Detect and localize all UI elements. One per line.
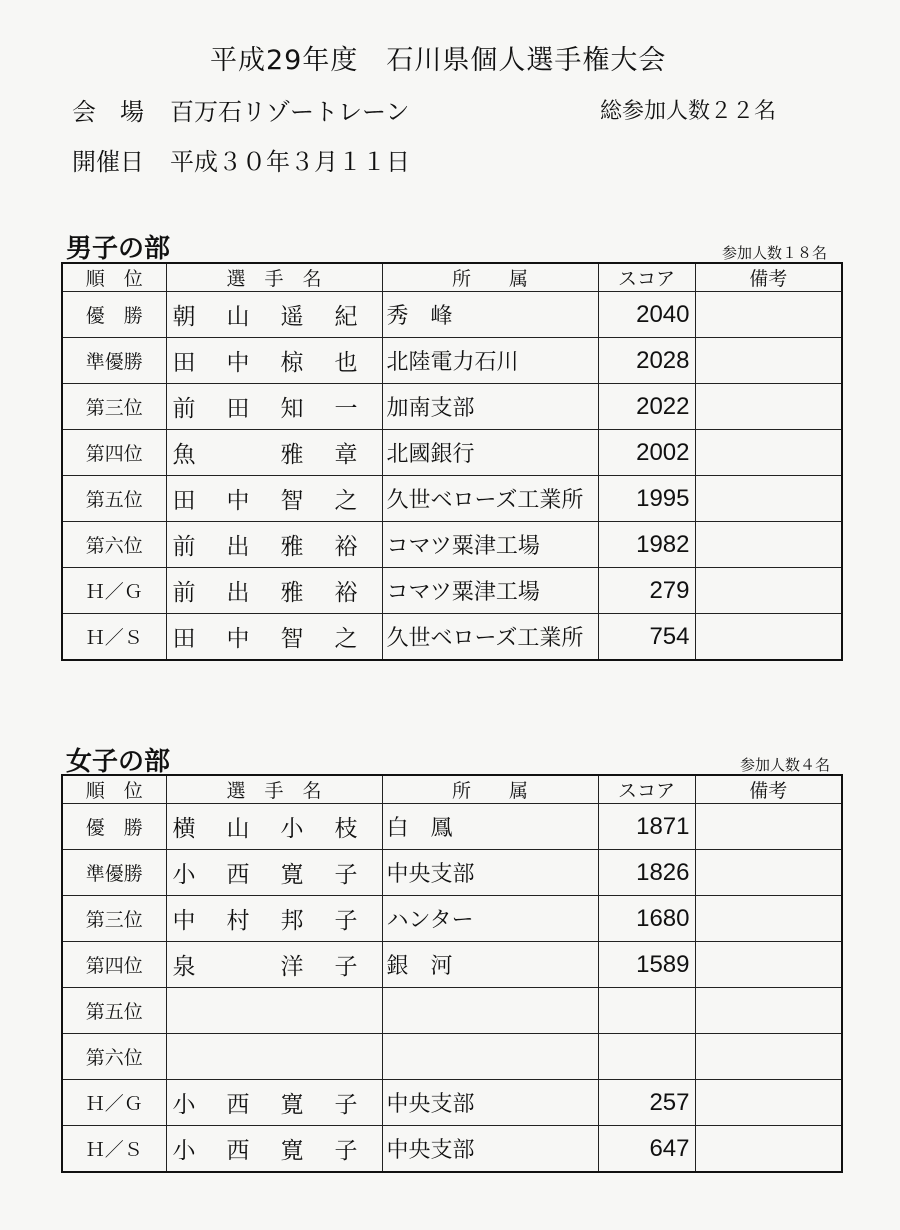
table-row [62,850,842,896]
document-title: 平成29年度 石川県個人選手権大会 [210,45,667,76]
header-notes: 備考 [695,263,842,292]
name-character: 田 [172,488,196,514]
men-section-title: 男子の部 [66,234,171,264]
table-row [62,614,842,661]
rank-cell: 優 勝 [62,292,166,338]
name-character: 裕 [334,534,358,560]
rank-cell: 第六位 [62,522,166,568]
player-name-cell [166,942,382,988]
notes-cell [695,384,842,430]
score-cell: 1995 [598,476,695,522]
rank-cell: 優 勝 [62,804,166,850]
affiliation-cell: コマツ粟津工場 [382,568,598,614]
women-participant-count: 参加人数４名 [740,756,831,774]
header-rank: 順 位 [62,263,166,292]
name-character: 小 [172,1138,196,1164]
header-player-name: 選 手 名 [166,775,382,804]
name-character: 泉 [172,954,196,980]
table-row [62,292,842,338]
affiliation-cell: 銀 河 [382,942,598,988]
header-affiliation: 所 属 [382,263,598,292]
player-name-cell [166,568,382,614]
player-name-cell [166,1126,382,1173]
score-cell: 2002 [598,430,695,476]
affiliation-cell: 中央支部 [382,850,598,896]
affiliation-cell: 中央支部 [382,1126,598,1173]
name-character: 小 [280,816,304,842]
player-name-cell [166,804,382,850]
women-section-title: 女子の部 [66,747,171,777]
affiliation-cell: 久世ベローズ工業所 [382,614,598,661]
name-character: 西 [226,1092,250,1118]
name-character: 山 [226,304,250,330]
name-character: 中 [226,488,250,514]
event-date: 平成３０年３月１１日 [170,148,410,176]
player-name-cell [166,850,382,896]
name-character: 田 [226,396,250,422]
notes-cell [695,338,842,384]
table-row [62,988,842,1034]
name-character: 西 [226,862,250,888]
table-row [62,568,842,614]
name-character: 邦 [280,908,304,934]
rank-cell: 第三位 [62,896,166,942]
score-cell: 1826 [598,850,695,896]
notes-cell [695,522,842,568]
score-cell [598,988,695,1034]
name-character: 村 [226,908,250,934]
player-name-cell [166,1080,382,1126]
affiliation-cell: 北國銀行 [382,430,598,476]
name-character: 出 [226,534,250,560]
name-character: 雅 [280,534,304,560]
men-results-table [61,262,843,661]
rank-cell: 第四位 [62,942,166,988]
affiliation-cell: コマツ粟津工場 [382,522,598,568]
player-name-cell [166,988,382,1034]
name-character: 前 [172,534,196,560]
table-row [62,430,842,476]
player-name-cell [166,522,382,568]
name-character: 中 [226,626,250,652]
rank-cell: 準優勝 [62,850,166,896]
score-cell: 1982 [598,522,695,568]
score-cell: 647 [598,1126,695,1173]
name-character: 田 [172,350,196,376]
name-character: 田 [172,626,196,652]
men-participant-count: 参加人数１８名 [722,244,828,262]
name-character: 洋 [280,954,304,980]
score-cell: 257 [598,1080,695,1126]
rank-cell: 第四位 [62,430,166,476]
notes-cell [695,1080,842,1126]
notes-cell [695,1126,842,1173]
player-name-cell [166,1034,382,1080]
name-character: 西 [226,1138,250,1164]
name-character: 一 [334,396,358,422]
score-cell: 279 [598,568,695,614]
score-cell: 754 [598,614,695,661]
name-character: 之 [334,488,358,514]
table-row [62,1126,842,1173]
women-header-row [62,775,842,804]
table-row [62,804,842,850]
name-character: 子 [334,1138,358,1164]
rank-cell: 第五位 [62,476,166,522]
name-character: 雅 [280,442,304,468]
name-character: 也 [334,350,358,376]
score-cell: 2040 [598,292,695,338]
name-character: 小 [172,862,196,888]
header-affiliation: 所 属 [382,775,598,804]
rank-cell: Ｈ／Ｇ [62,1080,166,1126]
score-cell: 1871 [598,804,695,850]
notes-cell [695,988,842,1034]
rank-cell: 第五位 [62,988,166,1034]
player-name-cell [166,896,382,942]
name-character: 子 [334,862,358,888]
women-results-table [61,774,843,1173]
table-row [62,896,842,942]
table-row [62,942,842,988]
table-row [62,476,842,522]
notes-cell [695,942,842,988]
player-name-cell [166,614,382,661]
name-character: 寛 [280,862,304,888]
affiliation-cell [382,1034,598,1080]
notes-cell [695,476,842,522]
table-row [62,384,842,430]
notes-cell [695,614,842,661]
name-character: 智 [280,626,304,652]
header-score: スコア [598,775,695,804]
notes-cell [695,896,842,942]
affiliation-cell [382,988,598,1034]
name-character: 子 [334,908,358,934]
notes-cell [695,568,842,614]
name-character: 之 [334,626,358,652]
header-player-name: 選 手 名 [166,263,382,292]
score-cell: 1680 [598,896,695,942]
name-character: 枝 [334,816,358,842]
rank-cell: Ｈ／Ｓ [62,1126,166,1173]
men-header-row [62,263,842,292]
rank-cell: 第三位 [62,384,166,430]
table-row [62,338,842,384]
name-character: 寛 [280,1138,304,1164]
venue-name: 百万石リゾートレーン [170,98,410,126]
name-character: 前 [172,396,196,422]
notes-cell [695,292,842,338]
name-character: 前 [172,580,196,606]
table-row [62,522,842,568]
notes-cell [695,430,842,476]
affiliation-cell: 北陸電力石川 [382,338,598,384]
notes-cell [695,1034,842,1080]
affiliation-cell: 白 鳳 [382,804,598,850]
score-cell: 2028 [598,338,695,384]
player-name-cell [166,384,382,430]
player-name-cell [166,338,382,384]
name-character: 中 [226,350,250,376]
name-character: 紀 [334,304,358,330]
name-character: 雅 [280,580,304,606]
affiliation-cell: 秀 峰 [382,292,598,338]
name-character: 山 [226,816,250,842]
score-cell: 2022 [598,384,695,430]
notes-cell [695,804,842,850]
score-cell: 1589 [598,942,695,988]
name-character: 朝 [172,304,196,330]
table-row [62,1080,842,1126]
table-row [62,1034,842,1080]
name-character: 裕 [334,580,358,606]
player-name-cell [166,292,382,338]
name-character: 寛 [280,1092,304,1118]
rank-cell: Ｈ／Ｇ [62,568,166,614]
rank-cell: 第六位 [62,1034,166,1080]
total-participants: 総参加人数２２名 [600,99,777,124]
name-character: 遥 [280,304,304,330]
player-name-cell [166,430,382,476]
affiliation-cell: ハンター [382,896,598,942]
header-score: スコア [598,263,695,292]
name-character: 子 [334,1092,358,1118]
name-character: 横 [172,816,196,842]
header-rank: 順 位 [62,775,166,804]
player-name-cell [166,476,382,522]
name-character: 椋 [280,350,304,376]
name-character: 中 [172,908,196,934]
header-notes: 備考 [695,775,842,804]
rank-cell: 準優勝 [62,338,166,384]
rank-cell: Ｈ／Ｓ [62,614,166,661]
notes-cell [695,850,842,896]
affiliation-cell: 久世ベローズ工業所 [382,476,598,522]
name-character: 小 [172,1092,196,1118]
name-character: 知 [280,396,304,422]
name-character: 出 [226,580,250,606]
date-label: 開催日 [72,148,144,176]
name-character: 魚 [172,442,196,468]
name-character: 子 [334,954,358,980]
affiliation-cell: 加南支部 [382,384,598,430]
affiliation-cell: 中央支部 [382,1080,598,1126]
venue-label: 会 場 [72,98,144,126]
name-character: 智 [280,488,304,514]
score-cell [598,1034,695,1080]
name-character: 章 [334,442,358,468]
